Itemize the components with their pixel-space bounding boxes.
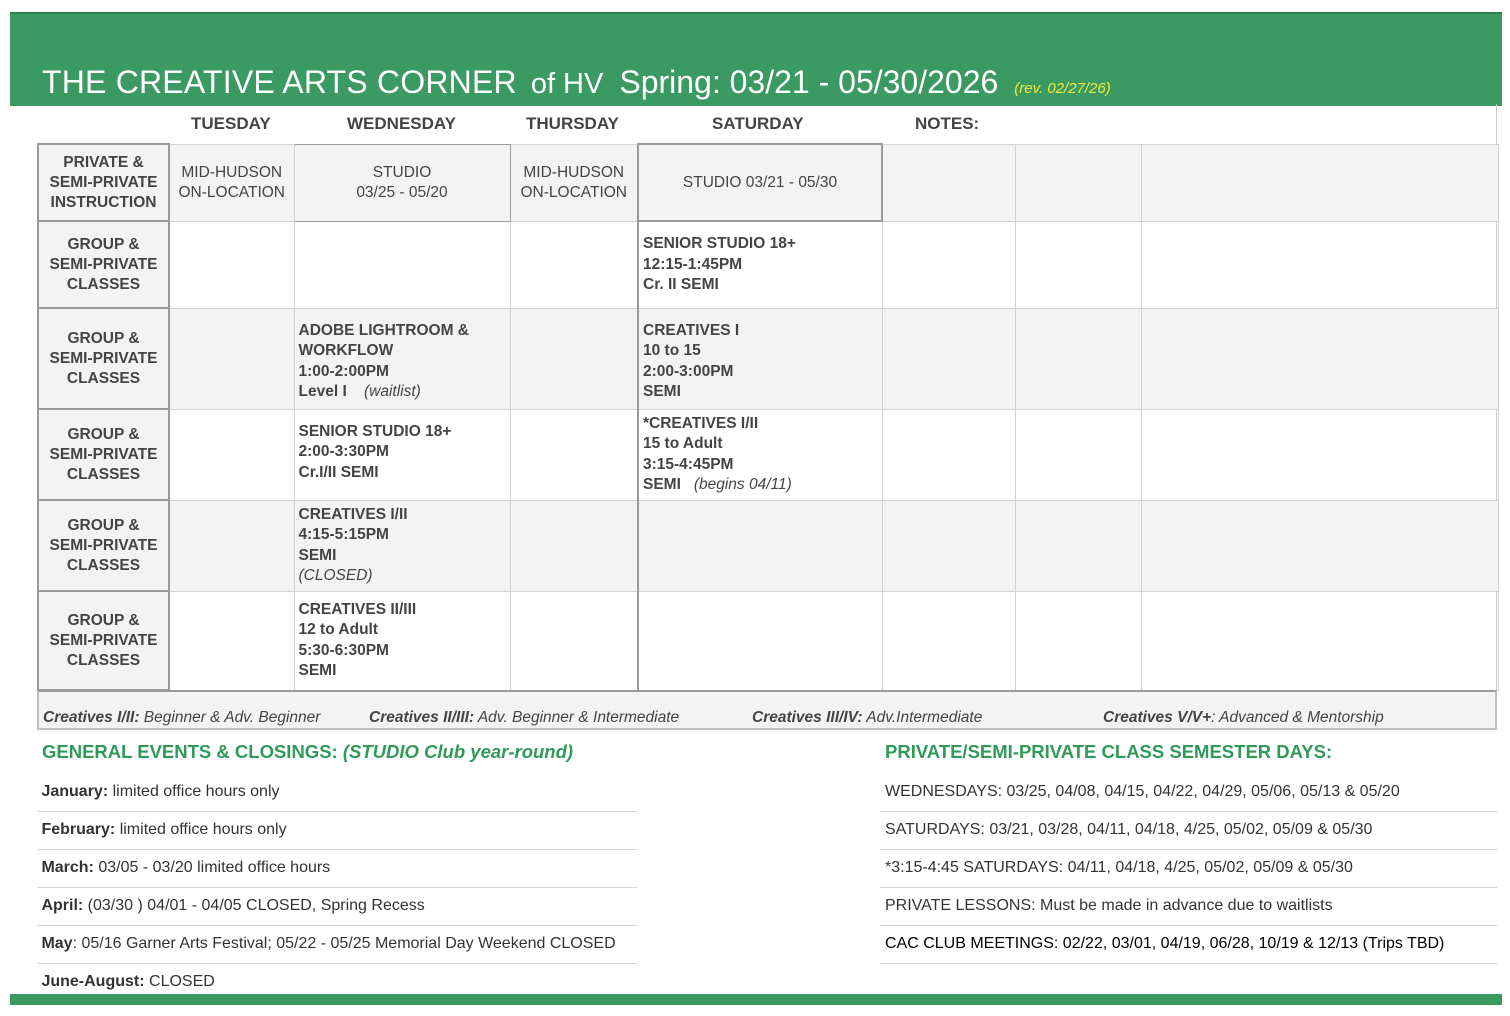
header-banner [10,12,1502,106]
class-senior-studio-wednesday: SENIOR STUDIO 18+ 2:00-3:30PM Cr.I/II SEMI [298,422,452,481]
row-label-group: GROUP & SEMI-PRIVATE CLASSES [38,500,169,591]
row-label-group: GROUP & SEMI-PRIVATE CLASSES [38,409,169,500]
class-cell-wednesday [294,591,510,690]
schedule-table [37,143,1499,691]
table-row [38,409,1498,500]
title-suffix: of HV [530,68,604,100]
notes-cell [882,308,1015,409]
class-senior-studio-saturday: SENIOR STUDIO 18+ 12:15-1:45PM Cr. II SEMI [643,235,796,293]
semester-saturdays: SATURDAYS: 03/21, 03/28, 04/11, 04/18, 4/25, 05/02, 05/09 & 05/30 [880,813,1497,850]
notes-cell [1141,144,1498,221]
table-row [38,500,1498,591]
waitlist-note: (waitlist) [363,383,421,400]
table-row [38,221,1498,308]
legend-item: Creatives II/III: Adv. Beginner & Intermediate [369,709,680,726]
notes-cell [882,409,1015,500]
notes-cell [1015,144,1141,221]
class-creatives-i: CREATIVES I 10 to 15 2:00-3:00PM SEMI [643,321,740,400]
notes-cell [1141,500,1498,591]
empty-cell [169,591,294,690]
location-wednesday: STUDIO 03/25 - 05/20 [294,144,510,221]
day-header-wednesday: WEDNESDAY [347,114,456,133]
class-cell-wednesday [294,409,510,500]
legend-item: Creatives III/IV: Adv.Intermediate [752,709,983,726]
row-label-private: PRIVATE & SEMI-PRIVATE INSTRUCTION [38,144,169,221]
empty-cell [169,308,294,409]
class-cell-wednesday [294,500,510,591]
semester-days-title: PRIVATE/SEMI-PRIVATE CLASS SEMESTER DAYS: [885,741,1333,762]
row-label-group: GROUP & SEMI-PRIVATE CLASSES [38,221,169,308]
notes-cell [882,500,1015,591]
class-cell-wednesday [294,308,510,409]
table-row [38,308,1498,409]
notes-cell [1015,409,1141,500]
notes-cell [1141,221,1498,308]
day-header-saturday: SATURDAY [712,114,804,133]
day-header-notes: NOTES: [915,114,980,133]
empty-cell [169,409,294,500]
class-creatives-i-ii-wednesday: CREATIVES I/II 4:15-5:15PM SEMI (CLOSED) [295,501,510,587]
legend-item: Creatives V/V+: Advanced & Mentorship [1103,709,1384,726]
notes-cell [1015,308,1141,409]
empty-cell [510,308,638,409]
revision-date: (rev. 02/27/26) [1014,80,1111,97]
empty-cell [169,221,294,308]
class-cell-saturday [638,221,882,308]
class-cell-saturday [638,409,882,500]
notes-cell [1141,591,1498,690]
row-label-group: GROUP & SEMI-PRIVATE CLASSES [38,591,169,690]
semester-late-saturdays: *3:15-4:45 SATURDAYS: 04/11, 04/18, 4/25, 05/02, 05/09 & 05/30 [880,851,1497,888]
table-row [38,591,1498,690]
table-row [38,144,1498,221]
empty-cell [638,591,882,690]
empty-cell [510,591,638,690]
event-february: February: limited office hours only [37,813,637,850]
empty-cell [510,221,638,308]
semester-dates: Spring: 03/21 - 05/30/2026 [619,64,999,100]
empty-cell [638,500,882,591]
private-lessons-note: PRIVATE LESSONS: Must be made in advance due to waitlists [880,889,1497,926]
begins-note: (begins 04/11) [693,476,792,493]
day-header-thursday: THURSDAY [526,114,619,133]
empty-cell [510,409,638,500]
notes-cell [1015,591,1141,690]
notes-cell [1141,308,1498,409]
legend-item: Creatives I/II: Beginner & Adv. Beginner [43,709,321,726]
empty-cell [169,500,294,591]
class-cell-saturday [638,308,882,409]
notes-cell [882,144,1015,221]
empty-cell [294,221,510,308]
empty-cell [510,500,638,591]
club-meetings: CAC CLUB MEETINGS: 02/22, 03/01, 04/19, 06/28, 10/19 & 12/13 (Trips TBD) [880,927,1497,964]
footer-bar [10,994,1502,1005]
general-events-title: GENERAL EVENTS & CLOSINGS: (STUDIO Club year-round) [42,741,574,762]
semester-wednesdays: WEDNESDAYS: 03/25, 04/08, 04/15, 04/22, 04/29, 05/06, 05/13 & 05/20 [880,775,1497,812]
event-may: May: 05/16 Garner Arts Festival; 05/22 - 05/25 Memorial Day Weekend CLOSED [37,927,637,964]
class-adobe-lightroom: ADOBE LIGHTROOM & WORKFLOW 1:00-2:00PM Level I (waitlist) [298,321,469,400]
event-march: March: 03/05 - 03/20 limited office hours [37,851,637,888]
notes-cell [1015,221,1141,308]
row-label-group: GROUP & SEMI-PRIVATE CLASSES [38,308,169,409]
class-creatives-ii-iii: CREATIVES II/III 12 to Adult 5:30-6:30PM SEMI [298,600,417,679]
day-header-tuesday: TUESDAY [191,114,271,133]
event-june-august: June-August: CLOSED [41,973,215,990]
header-title-row [42,64,1111,101]
level-legend [37,690,1497,730]
event-april: April: (03/30 ) 04/01 - 04/05 CLOSED, Spring Recess [37,889,637,926]
class-creatives-i-ii-saturday: *CREATIVES I/II 15 to Adult 3:15-4:45PM SEMI (begins 04/11) [643,414,792,493]
closed-note: (CLOSED) [298,567,373,584]
location-thursday: MID-HUDSON ON-LOCATION [510,144,638,221]
notes-cell [1015,500,1141,591]
notes-cell [882,221,1015,308]
location-tuesday: MID-HUDSON ON-LOCATION [169,144,294,221]
page-title: THE CREATIVE ARTS CORNER [42,64,517,100]
schedule-sheet [37,104,1497,730]
event-january: January: limited office hours only [37,775,637,812]
notes-cell [1141,409,1498,500]
location-saturday: STUDIO 03/21 - 05/30 [638,144,882,221]
notes-cell [882,591,1015,690]
